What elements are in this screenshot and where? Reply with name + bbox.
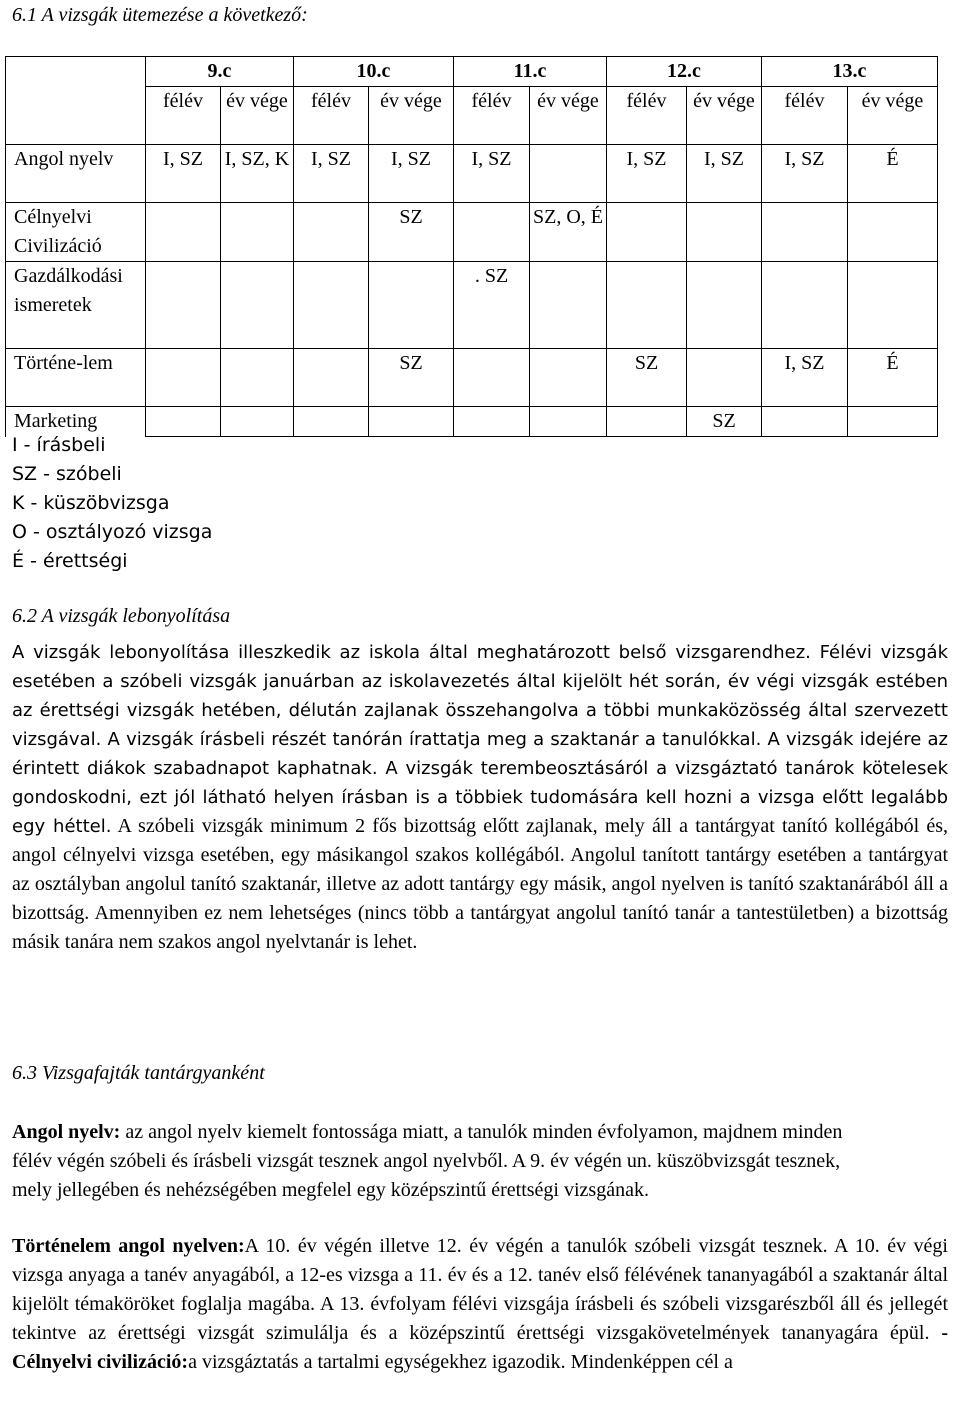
- grade-header: 13.c: [762, 57, 938, 87]
- subject-cell: Célnyelvi Civilizáció: [6, 203, 146, 262]
- exam-cell: SZ, O, É: [530, 203, 607, 262]
- exam-cell: [221, 262, 294, 349]
- exam-cell: [454, 407, 530, 437]
- period-header: év vége: [687, 87, 762, 145]
- paragraph-sans-part: A vizsgák lebonyolítása illeszkedik az iskola által meghatározott belső vizsgarendhez.: [12, 642, 811, 663]
- exam-cell: SZ: [607, 349, 687, 407]
- period-header: félév: [454, 87, 530, 145]
- table-row: [6, 262, 938, 349]
- exam-cell: I, SZ: [762, 145, 848, 203]
- celnyelvi-label: Célnyelvi civilizáció:: [12, 1351, 189, 1373]
- exam-cell: SZ: [687, 407, 762, 437]
- paragraph-sans-part: Félévi vizsgák esetében a szóbeli vizsgák januárban az iskolavezetés által kijelölt hét során, év végi vizsgák estében az érettségi vizsgák hetében, délután zajlanak összehangolva a többi munkaközösség által szervezett vizsgával. A vizsgák írásbeli részét tanórán írattatja meg a szaktanár a tanulókkal. A vizsgák idejére az érintett diákok szabadnapot kaphatnak. A vizsgák terembeosztásáról a vizsgáztató tanárok kötelesek gondoskodni, ezt jól látható helyen írásban is a többiek tudomására kell hozni a vizsga előtt legalább egy héttel.: [12, 642, 948, 837]
- section-6-2-title: 6.2 A vizsgák lebonyolítása: [12, 605, 231, 627]
- exam-cell: [146, 349, 221, 407]
- angol-nyelv-label: Angol nyelv:: [12, 1121, 121, 1143]
- exam-cell: [607, 262, 687, 349]
- exam-cell: [687, 262, 762, 349]
- exam-cell: I, SZ: [369, 145, 454, 203]
- exam-cell: I, SZ: [607, 145, 687, 203]
- legend-item: É - érettségi: [12, 550, 128, 572]
- exam-cell: [369, 262, 454, 349]
- celnyelvi-text: a vizsgáztatás a tartalmi egységekhez igazodik. Mindenképpen cél a: [188, 1351, 733, 1373]
- period-header: év vége: [530, 87, 607, 145]
- section-6-3-title: 6.3 Vizsgafajták tantárgyanként: [12, 1062, 265, 1084]
- table-row: [6, 145, 938, 203]
- section-6-2-paragraph: [12, 638, 948, 957]
- exam-cell: [530, 407, 607, 437]
- subject-cell: Gazdálkodási ismeretek: [6, 262, 146, 349]
- exam-cell: [687, 203, 762, 262]
- tortenelem-text: A 10. év végén illetve 12. év végén a tanulók szóbeli vizsgát tesznek. A 10. év végi vizsga anyaga a tanév anyagából, a 12-es vizsga a 11. év és a 12. tanév első félévének tananyagából a szaktanár által kijelölt témaköröket foglalja magába. A 13. évfolyam félévi vizsgája írásbeli és szóbeli vizsgarészből áll és jellegét tekintve az érettségi vizsgát szimulálja és a középszintű érettségi vizsgakövetelmények tananyagára épül.: [12, 1235, 948, 1344]
- exam-cell: I, SZ: [687, 145, 762, 203]
- exam-cell: [454, 349, 530, 407]
- exam-cell: É: [848, 145, 938, 203]
- period-header: félév: [146, 87, 221, 145]
- legend-item: I - írásbeli: [12, 434, 106, 456]
- exam-cell: I, SZ: [146, 145, 221, 203]
- period-header: év vége: [848, 87, 938, 145]
- exam-cell: [369, 407, 454, 437]
- dash-separator: -: [929, 1322, 948, 1344]
- exam-cell: [530, 145, 607, 203]
- angol-nyelv-paragraph: [12, 1118, 872, 1205]
- period-header: év vége: [369, 87, 454, 145]
- period-header: félév: [762, 87, 848, 145]
- subject-cell: Marketing: [6, 407, 146, 437]
- exam-schedule-table: [5, 56, 938, 437]
- exam-cell: [294, 203, 369, 262]
- tortenelem-paragraph: [12, 1232, 948, 1377]
- exam-cell: [762, 262, 848, 349]
- exam-cell: I, SZ: [294, 145, 369, 203]
- period-header: félév: [294, 87, 369, 145]
- period-header: félév: [607, 87, 687, 145]
- exam-cell: [294, 262, 369, 349]
- exam-cell: [848, 407, 938, 437]
- exam-cell: [848, 262, 938, 349]
- angol-nyelv-text: az angol nyelv kiemelt fontossága miatt, a tanulók minden évfolyamon, majdnem minden félév végén szóbeli és írásbeli vizsgát tesznek angol nyelvből. A 9. év végén un. küszöbvizsgát tesznek, mely jellegében és nehézségében megfelel egy középszintű érettségi vizsgának.: [12, 1121, 843, 1201]
- subject-cell: Történe-lem: [6, 349, 146, 407]
- exam-cell: . SZ: [454, 262, 530, 349]
- legend-item: O - osztályozó vizsga: [12, 521, 213, 543]
- exam-cell: [294, 407, 369, 437]
- subject-cell: Angol nyelv: [6, 145, 146, 203]
- table-row: [6, 203, 938, 262]
- legend-item: SZ - szóbeli: [12, 463, 122, 485]
- period-header-row: [6, 87, 938, 145]
- exam-cell: [530, 262, 607, 349]
- exam-cell: [294, 349, 369, 407]
- exam-cell: [146, 203, 221, 262]
- exam-cell: [762, 203, 848, 262]
- exam-cell: [762, 407, 848, 437]
- exam-cell: [146, 262, 221, 349]
- exam-cell: [607, 203, 687, 262]
- exam-cell: [221, 349, 294, 407]
- header-corner: [6, 57, 146, 145]
- exam-cell: [221, 203, 294, 262]
- legend-item: K - küszöbvizsga: [12, 492, 170, 514]
- exam-cell: I, SZ, K: [221, 145, 294, 203]
- exam-cell: [530, 349, 607, 407]
- exam-cell: SZ: [369, 203, 454, 262]
- exam-cell: I, SZ: [454, 145, 530, 203]
- grade-header: 9.c: [146, 57, 294, 87]
- tortenelem-label: Történelem angol nyelven:: [12, 1235, 245, 1257]
- grade-header-row: [6, 57, 938, 87]
- grade-header: 10.c: [294, 57, 454, 87]
- exam-cell: [454, 203, 530, 262]
- grade-header: 11.c: [454, 57, 607, 87]
- exam-cell: É: [848, 349, 938, 407]
- exam-cell: SZ: [369, 349, 454, 407]
- section-6-1-title: 6.1 A vizsgák ütemezése a következő:: [12, 4, 308, 26]
- table-row: [6, 349, 938, 407]
- exam-cell: [687, 349, 762, 407]
- exam-cell: I, SZ: [762, 349, 848, 407]
- paragraph-serif-part: A szóbeli vizsgák minimum 2 fős bizottság előtt zajlanak, mely áll a tantárgyat tanító kollégából és, angol célnyelvi vizsga esetében, egy másikangol szakos kollégából. Angolul tanított tantárgy esetében a tantárgyat az osztályban angolul tanító szaktanár, illetve az adott tantárgy egy másik, angol nyelven is tanító szaktanárából áll a bizottság. Amennyiben ez nem lehetséges (nincs több a tantárgyat angolul tanító tanár a tantestületben) a bizottság másik tanára nem szakos angol nyelvtanár is lehet.: [12, 815, 948, 953]
- legend: [12, 431, 212, 576]
- exam-cell: [607, 407, 687, 437]
- period-header: év vége: [221, 87, 294, 145]
- grade-header: 12.c: [607, 57, 762, 87]
- exam-cell: [848, 203, 938, 262]
- exam-cell: [221, 407, 294, 437]
